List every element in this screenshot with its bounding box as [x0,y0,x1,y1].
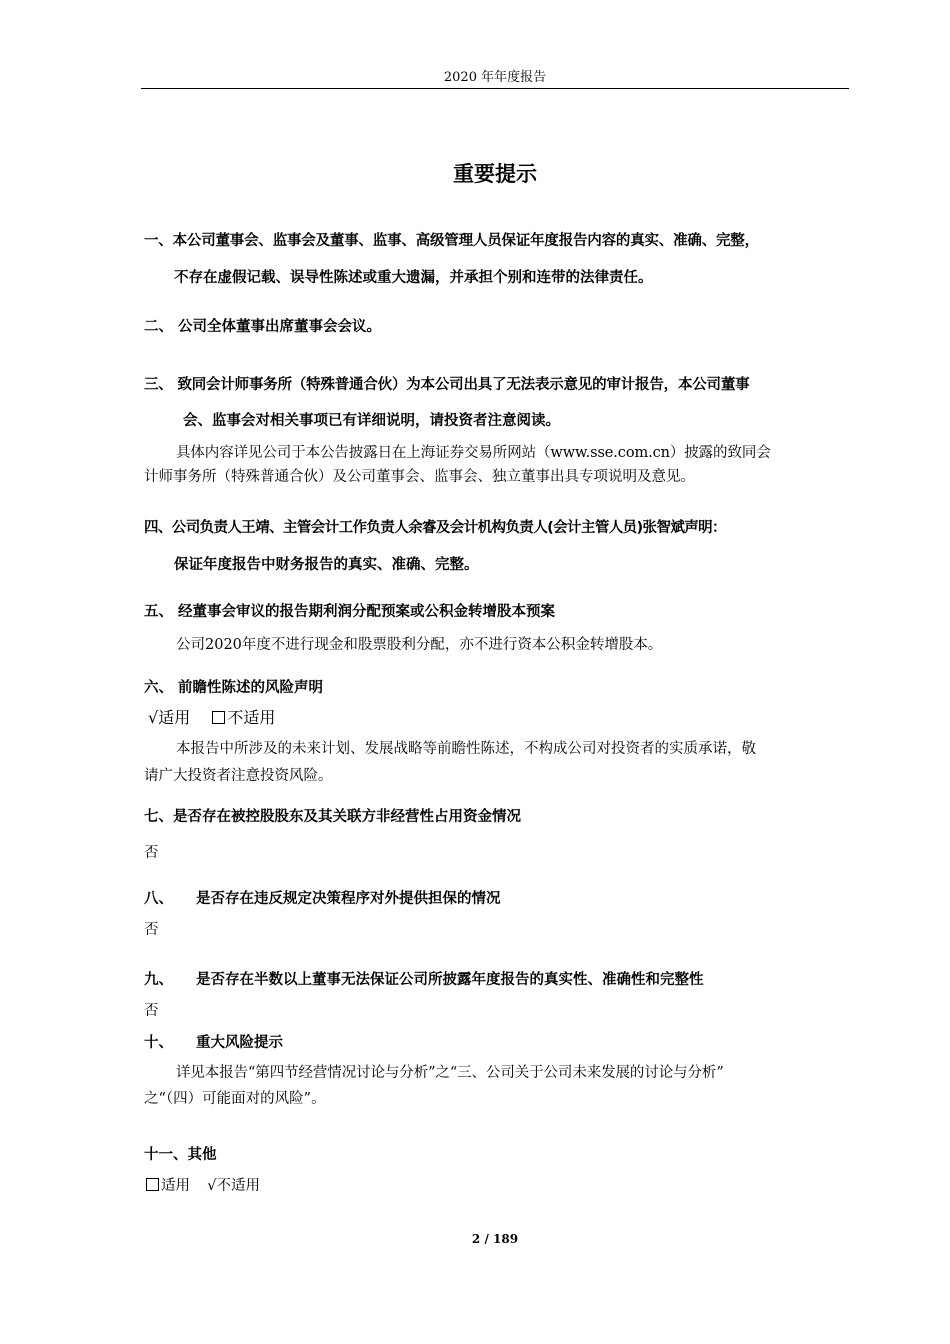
section-6-option-applicable: √适用 [148,708,191,727]
section-6-option-not-applicable: 不适用 [227,708,276,727]
section-3-body-2: 计师事务所（特殊普通合伙）及公司董事会、监事会、独立董事出具专项说明及意见。 [144,469,695,485]
section-5-title: 五、 经董事会审议的报告期利润分配预案或公积金转增股本预案 [144,604,556,620]
section-2-line-1: 二、 公司全体董事出席董事会会议。 [144,319,382,335]
section-1-line-1: 一、本公司董事会、监事会及董事、监事、高级管理人员保证年度报告内容的真实、准确、完整， [144,233,759,249]
section-6-title: 六、 前瞻性陈述的风险声明 [144,680,324,696]
page-number: 2 / 189 [471,1232,519,1246]
section-6-body-2: 请广大投资者注意投资风险。 [144,768,333,784]
section-11-options [146,1174,260,1195]
section-7-title: 七、是否存在被控股股东及其关联方非经营性占用资金情况 [144,809,521,825]
section-10-number: 十、 [144,1035,173,1051]
section-10-body-1: 详见本报告“第四节经营情况讨论与分析”之“三、公司关于公司未来发展的讨论与分析” [176,1065,724,1081]
section-8-title: 是否存在违反规定决策程序对外提供担保的情况 [196,891,501,907]
section-3-line-1: 三、 致同会计师事务所（特殊普通合伙）为本公司出具了无法表示意见的审计报告，本公司董事 [144,377,750,393]
section-3-line-2: 会、监事会对相关事项已有详细说明，请投资者注意阅读。 [183,413,560,429]
section-3-body-1: 具体内容详见公司于本公告披露日在上海证券交易所网站（www.sse.com.cn）披露的致同会 [176,445,771,461]
section-7-answer: 否 [144,845,159,861]
section-9-answer: 否 [144,1003,159,1019]
section-8-answer: 否 [144,922,159,938]
section-6-body-1: 本报告中所涉及的未来计划、发展战略等前瞻性陈述，不构成公司对投资者的实质承诺，敬 [176,741,756,757]
section-10-body-2: 之“（四）可能面对的风险”。 [144,1091,326,1107]
section-1-line-2: 不存在虚假记载、误导性陈述或重大遗漏，并承担个别和连带的法律责任。 [174,270,653,286]
section-4-line-1: 四、公司负责人王靖、主管会计工作负责人余睿及会计机构负责人(会计主管人员)张智斌声明： [144,520,726,536]
section-6-options [148,705,275,728]
page-title: 重要提示 [453,162,537,186]
section-8-number: 八、 [144,891,173,907]
section-11-title: 十一、其他 [144,1147,217,1163]
section-9-title: 是否存在半数以上董事无法保证公司所披露年度报告的真实性、准确性和完整性 [196,972,704,988]
section-5-body: 公司2020年度不进行现金和股票股利分配，亦不进行资本公积金转增股本。 [176,637,663,653]
section-11-option-applicable: 适用 [161,1178,190,1194]
header-divider [141,88,849,89]
section-10-title: 重大风险提示 [196,1035,283,1051]
section-4-line-2: 保证年度报告中财务报告的真实、准确、完整。 [174,557,479,573]
section-9-number: 九、 [144,972,173,988]
header-title: 2020 年年度报告 [443,70,547,85]
checkbox-icon [212,711,225,724]
checkbox-icon [146,1178,159,1191]
section-11-option-not-applicable: √不适用 [207,1178,260,1194]
